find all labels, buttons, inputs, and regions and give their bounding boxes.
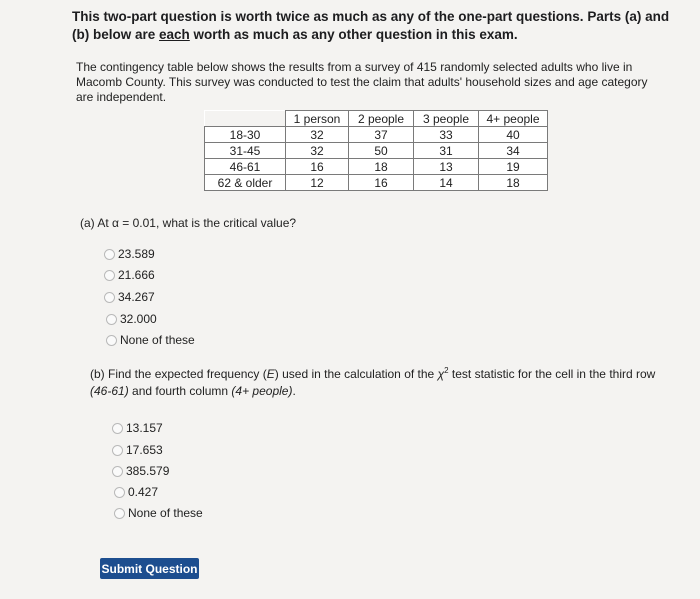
option-label: 34.267 [118, 290, 155, 304]
table-cell: 13 [414, 159, 479, 175]
intro-text-1: This two-part question is worth twice as much as any of the one-part questions. Parts (a) and (b) below are [72, 9, 670, 42]
alpha-symbol: α [112, 216, 119, 230]
row-label: 62 & older [205, 175, 286, 191]
part-b-option-4[interactable] [114, 485, 158, 499]
expected-symbol: E [266, 367, 275, 381]
table-cell: 34 [479, 143, 548, 159]
part-b-option-1[interactable] [112, 421, 163, 435]
radio-button[interactable] [106, 314, 117, 325]
table-cell: 32 [286, 143, 349, 159]
radio-button[interactable] [104, 249, 115, 260]
part-a-option-5[interactable] [106, 333, 195, 347]
table-row [205, 143, 548, 159]
part-b-option-5[interactable] [114, 506, 203, 520]
part-a-option-4[interactable] [106, 312, 157, 326]
part-a-option-1[interactable] [104, 247, 155, 261]
table-cell: 18 [479, 175, 548, 191]
option-label: 32.000 [120, 312, 157, 326]
chi-symbol: χ [437, 367, 445, 381]
table-cell: 12 [286, 175, 349, 191]
table-cell: 37 [349, 127, 414, 143]
radio-button[interactable] [112, 466, 123, 477]
part-b-text: (b) Find the expected frequency ( [90, 367, 267, 381]
option-label: 385.579 [126, 464, 170, 478]
part-b-option-2[interactable] [112, 443, 163, 457]
table-row [205, 159, 548, 175]
option-label: 13.157 [126, 421, 163, 435]
submit-question-button[interactable]: Submit Question [100, 558, 199, 579]
option-label: 17.653 [126, 443, 163, 457]
col-header: 4+ people [479, 111, 548, 127]
col-header: 3 people [414, 111, 479, 127]
radio-button[interactable] [106, 335, 117, 346]
table-cell: 31 [414, 143, 479, 159]
radio-button[interactable] [104, 270, 115, 281]
option-label: 23.589 [118, 247, 155, 261]
row-label: 46-61 [205, 159, 286, 175]
option-label: None of these [120, 333, 195, 347]
part-b-text: and fourth column [128, 384, 232, 398]
part-a-option-2[interactable] [104, 268, 155, 282]
contingency-table [204, 110, 548, 191]
intro-underlined: each [159, 27, 190, 42]
part-b-text: ) used in the calculation of the [274, 367, 438, 381]
table-cell: 18 [349, 159, 414, 175]
question-intro [72, 8, 672, 44]
part-b-question [90, 362, 670, 400]
table-row [205, 127, 548, 143]
col-header: 2 people [349, 111, 414, 127]
chi-exponent: 2 [444, 366, 449, 375]
option-label: 0.427 [128, 485, 159, 499]
part-a-prefix: (a) At [80, 216, 113, 230]
row-label: 31-45 [205, 143, 286, 159]
table-cell: 50 [349, 143, 414, 159]
table-cell: 14 [414, 175, 479, 191]
table-cell: 33 [414, 127, 479, 143]
table-header-row [205, 111, 548, 127]
table-cell: 16 [349, 175, 414, 191]
part-b-text: test statistic for the cell in the third row [448, 367, 656, 381]
table-corner [205, 111, 286, 127]
radio-button[interactable] [114, 487, 125, 498]
row-label: 18-30 [205, 127, 286, 143]
option-label: 21.666 [118, 268, 155, 282]
col-header: 1 person [286, 111, 349, 127]
survey-description: The contingency table below shows the results from a survey of 415 randomly selected adults who live in Macomb County. This survey was conducted to test the claim that adults' household sizes and age category are independent. [76, 60, 648, 104]
table-cell: 16 [286, 159, 349, 175]
radio-button[interactable] [104, 292, 115, 303]
table-row [205, 175, 548, 191]
table-cell: 40 [479, 127, 548, 143]
row-reference: (46-61) [90, 384, 129, 398]
column-reference: (4+ people) [231, 384, 293, 398]
table-cell: 19 [479, 159, 548, 175]
part-a-option-3[interactable] [104, 290, 155, 304]
radio-button[interactable] [112, 423, 123, 434]
intro-text-2: worth as much as any other question in this exam. [189, 27, 518, 42]
part-a-suffix: = 0.01, what is the critical value? [118, 216, 297, 230]
part-b-text: . [292, 384, 296, 398]
radio-button[interactable] [114, 508, 125, 519]
table-cell: 32 [286, 127, 349, 143]
radio-button[interactable] [112, 445, 123, 456]
part-b-option-3[interactable] [112, 464, 169, 478]
option-label: None of these [128, 506, 203, 520]
part-a-question [80, 216, 296, 230]
